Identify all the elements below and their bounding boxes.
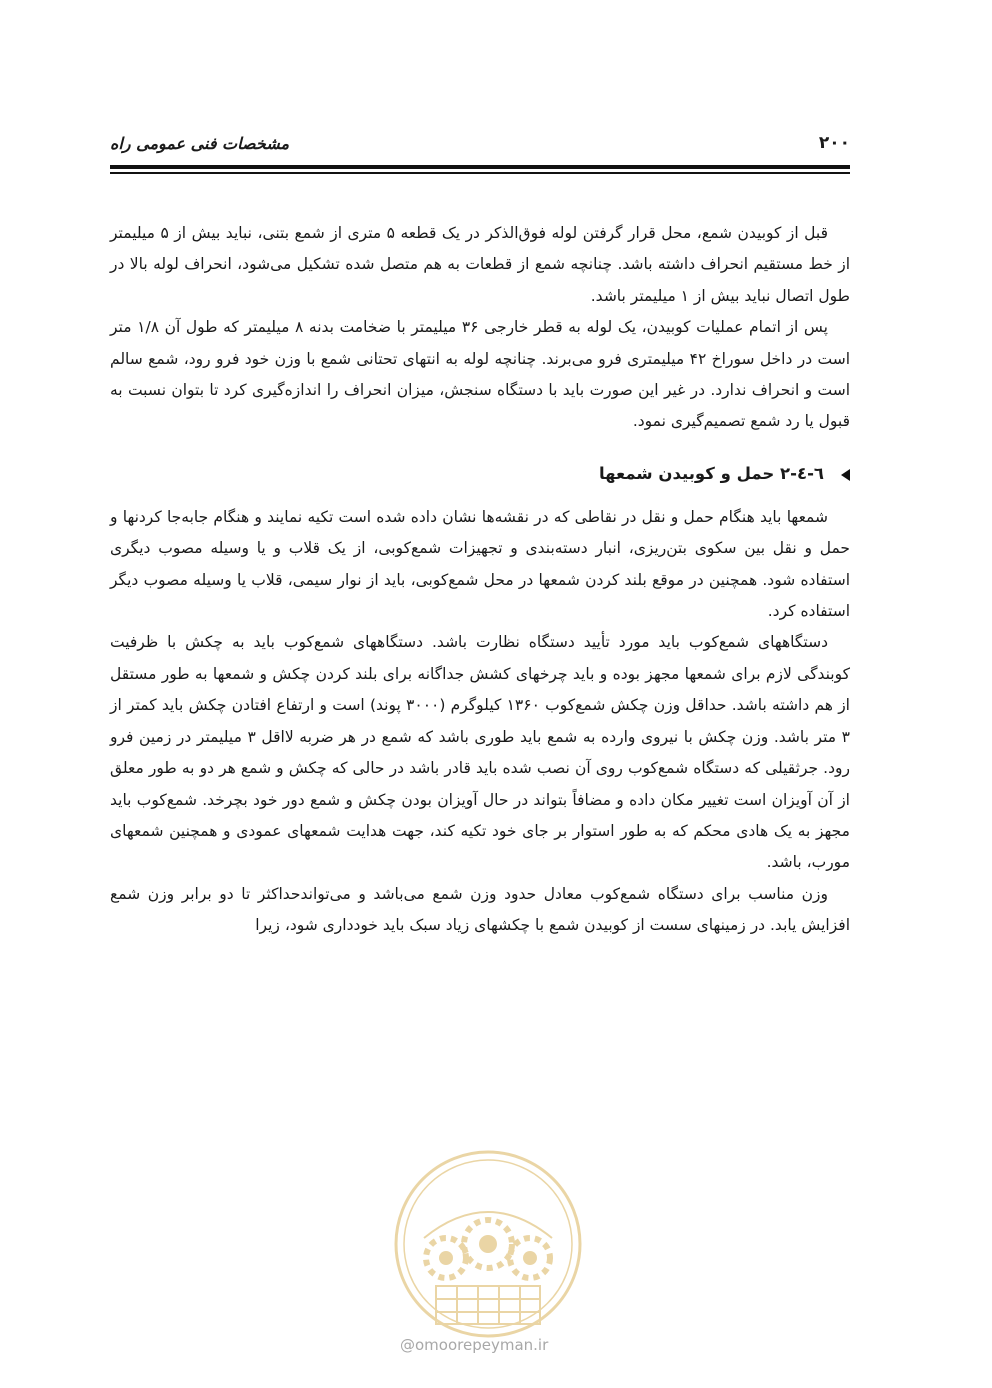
page-number: ۲۰۰ xyxy=(818,133,850,153)
seal-logo-icon xyxy=(384,1146,592,1342)
page-header xyxy=(110,128,850,158)
header-rule-thick xyxy=(110,165,850,169)
header-rule-thin xyxy=(110,172,850,174)
body-text xyxy=(110,218,850,942)
paragraph: شمعها باید هنگام حمل و نقل در نقاطی که در نقشه‌ها نشان داده شده است تکیه نمایند و هنگام جابه‌جا کردنها و حمل و نقل بین سکوی بتن‌ریزی، انبار دسته‌بندی و تجهیزات شمع‌کوبی، از یک قلاب و یا وسیله مصوب دیگری استفاده شود. همچنین در موقع بلند کردن شمعها در محل شمع‌کوبی، باید از نوار سیمی، قلاب یا وسیله مصوب دیگر استفاده کرد. xyxy=(110,507,850,621)
watermark-url: @omoorepeyman.ir xyxy=(400,1336,549,1354)
paragraph: دستگاههای شمع‌کوب باید مورد تأیید دستگاه نظارت باشد. دستگاههای شمع‌کوب باید به چکش با ظرفیت کوبندگی لازم برای شمعها مجهز بوده و باید چرخهای کشش جداگانه برای بلند کردن چکش و شمعها به طور مستقل از هم داشته باشد. حداقل وزن چکش شمع‌کوب ۱۳۶۰ کیلوگرم (۳۰۰۰ پوند) است و ارتفاع افتادن چکش باید کمتر از ۳ متر باشد. وزن چکش با نیروی وارده به شمع باید طوری باشد که شمع در هر ضربه لااقل ۳ میلیمتر در زمین فرو رود. جرثقیلی که دستگاه شمع‌کوب روی آن نصب شده باید قادر باشد در حالی که چکش و شمع هر دو به طور معلق از آن آویزان است تغییر مکان داده و مضافاً بتواند در حال آویزان بودن چکش و شمع دور خود بچرخد. شمع‌کوب باید مجهز به یک هادی محکم که به طور استوار بر جای خود تکیه کند، جهت هدایت شمعهای عمودی و همچنین شمعهای مورب، باشد. xyxy=(110,633,850,872)
section-heading xyxy=(110,460,850,488)
paragraph: قبل از کوبیدن شمع، محل قرار گرفتن لوله فوق‌الذکر در یک قطعه ۵ متری از شمع بتنی، نباید بیش از ۵ میلیمتر از خط مستقیم انحراف داشته باشد. چنانچه شمع از قطعات به هم متصل شده تشکیل می‌شود، انحراف لوله بالا در طول اتصال نباید بیش از ۱ میلیمتر باشد. xyxy=(110,224,850,305)
section-heading-text: ٦-٤-٢ حمل و کوبیدن شمعها xyxy=(598,463,824,483)
paragraph: وزن مناسب برای دستگاه شمع‌کوب معادل حدود وزن شمع می‌باشد و می‌تواندحداکثر تا دو برابر وزن شمع افزایش یابد. در زمینهای سست از کوبیدن شمع با چکشهای زیاد سبک باید خودداری شود، زیرا xyxy=(110,884,850,935)
triangle-bullet-icon xyxy=(841,469,850,481)
running-title: مشخصات فنی عمومی راه xyxy=(110,133,290,153)
paragraph: پس از اتمام عملیات کوبیدن، یک لوله به قطر خارجی ۳۶ میلیمتر با ضخامت بدنه ۸ میلیمتر که طول آن ۱/۸ متر است در داخل سوراخ ۴۲ میلیمتری فرو می‌برند. چنانچه لوله به انتهای تحتانی شمع با وزن خود فرو رود، شمع سالم است و انحراف ندارد. در غیر این صورت باید با دستگاه سنجش، میزان انحراف را اندازه‌گیری کرد تا بتوان نسبت به قبول یا رد شمع تصمیم‌گیری نمود. xyxy=(110,318,851,431)
